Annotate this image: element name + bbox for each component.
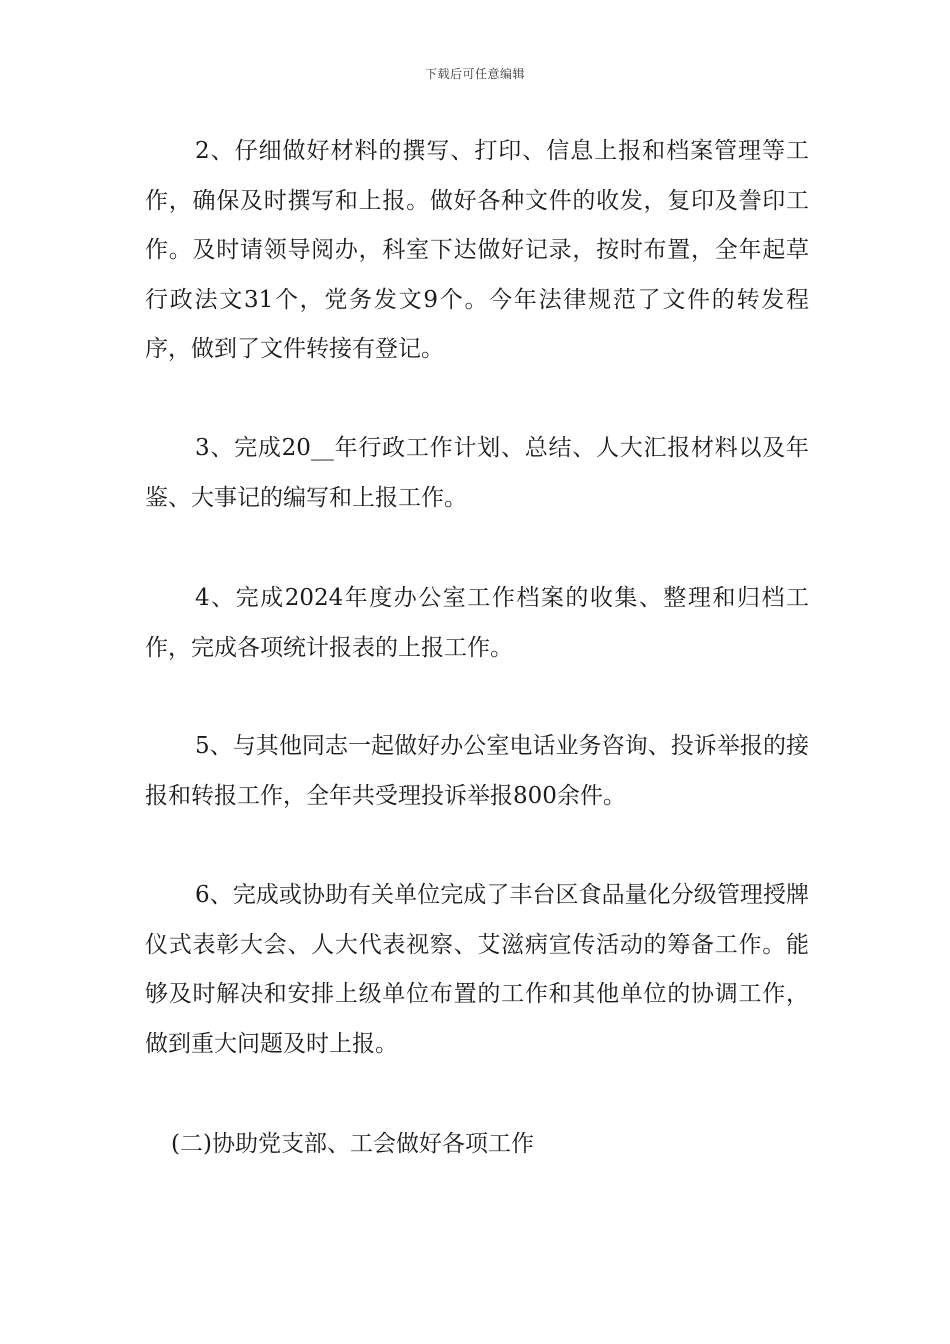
section-heading: (二)协助党支部、工会做好各项工作 — [171, 1131, 534, 1157]
paragraph-item-4: 4、完成2024年度办公室工作档案的收集、整理和归档工作，完成各项统计报表的上报工作。 — [145, 585, 809, 661]
paragraph-item-2: 2、仔细做好材料的撰写、打印、信息上报和档案管理等工作，确保及时撰写和上报。做好各种文件的收发，复印及誊印工作。及时请领导阅办，科室下达做好记录，按时布置，全年起草行政法文31个，党务发文9个。今年法律规范了文件的转发程序，做到了文件转接有登记。 — [145, 138, 809, 362]
page-header-note: 下载后可任意编辑 — [424, 67, 525, 81]
paragraph-item-5: 5、与其他同志一起做好办公室电话业务咨询、投诉举报的接报和转报工作，全年共受理投诉举报800余件。 — [145, 733, 809, 809]
paragraph-item-3: 3、完成20__年行政工作计划、总结、人大汇报材料以及年鉴、大事记的编写和上报工作。 — [145, 435, 809, 511]
paragraph-item-6: 6、完成或协助有关单位完成了丰台区食品量化分级管理授牌仪式表彰大会、人大代表视察、艾滋病宣传活动的筹备工作。能够及时解决和安排上级单位布置的工作和其他单位的协调工作，做到重大问题及时上报。 — [145, 882, 809, 1057]
